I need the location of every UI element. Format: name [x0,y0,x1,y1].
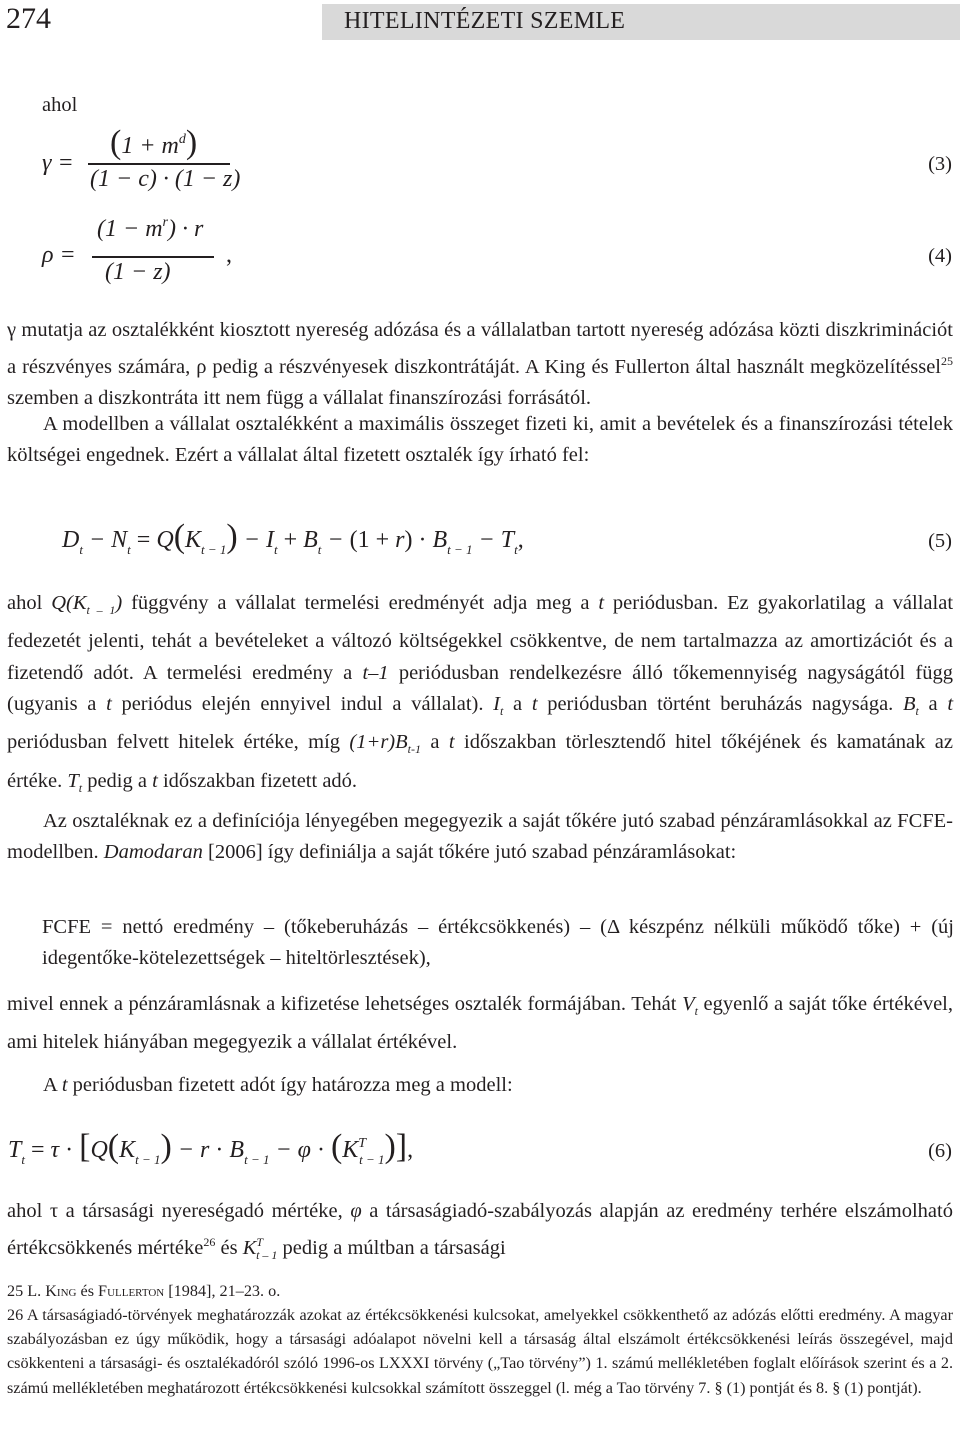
eq3-fraction-bar [88,163,230,165]
page-number: 274 [6,2,51,35]
footnote-ref-26: 26 [203,1235,216,1250]
paragraph-variable-definitions: ahol $Q(K_{t - 1})$ függvény a vállalat termelési eredményét adja meg a t periódusban. Ez gyakorlatilag a vállalat fedezetét jelenti, tehát a bevételeket a változó költségekkel csökkentve, de nem tartalmazza az amortizációt és a fizetendő adót. A termelési eredmény a t–1 periódusban rendelkezésre álló tőkemennyiség nagyságától függ (ugyanis a t periódus elején ennyivel indul a vállalat). $I_t$ a t periódusban történt beruházás nagysága. $B_t$ a t periódusban felvett hitelek értéke, míg $(1+r)B_{t-1}$ a t időszakban törlesztendő hitel tőkéjének és kamatának az értéke. $T_t$ pedig a t időszakban fizetett adó. [7,592,954,795]
footnote-26: 26 A társaságiadó-törvények meghatározzák azokat az értékcsökkenési kulcsokat, amelyekkel csökkenthető az adózás előtti eredmény. A magyar szabályozásban ez úgy működik, hogy a társasági adóalapot növelni kell a társaság által elszámolt értékcsökkenési leírás összegével, majd csökkenteni a társasági- és osztalékadóról szóló 1996-os LXXXI törvény („Tao törvény”) 1. számú mellékletében foglalt előírások szerint és a 2. számú mellékletében meghatározott értékcsökkenési kulcsokkal számított összeggel (l. még a Tao törvény 7. § (1) pontját és 8. § (1) pontját). [7,1306,953,1397]
footnote-25: 25 L. King és Fullerton [1984], 21–23. o. [7,1282,281,1300]
eq3-lhs: γ = [42,150,74,176]
paragraph-fcfe-definition: Az osztaléknak ez a definíciója lényegében megegyezik a saját tőkére jutó szabad pénzáramlásokkal az FCFE-modellben. Damodaran [2006] így definiálja a saját tőkére jutó szabad pénzáramlásokat: [7,810,953,864]
eq5-number: (5) [928,530,952,552]
paragraph-dividend-form: mivel ennek a pénzáramlásnak a kifizetése lehetséges osztalék formájában. Tehát $V_t$ egyenlő a saját tőke értékével, ami hitelek hiányában megegyezik a vállalat értékével. [7,993,953,1054]
eq4-number: (4) [928,245,952,267]
eq4-denominator: (1 − z) [105,259,171,285]
journal-title-bar [322,4,960,40]
footnote-ref-25: 25 [941,354,953,369]
eq3-intro: ahol [42,94,78,116]
eq6-formula: $T_t = \tau \cdot [Q(K_{t - 1}) - r \cdot B_{t - 1} - \varphi \cdot (K^T_{t - 1})]$, [8,1128,414,1167]
eq5-formula: $D_t - N_t = Q(K_{t - 1}) - I_t + B_t - (1 + r) \cdot B_{t - 1} - T_t$, [62,518,524,557]
eq4-numerator: $(1 - m^r) \cdot r$ [97,215,204,242]
author-damodaran: Damodaran [103,841,203,864]
paragraph-dividend-model: A modellben a vállalat osztalékként a maximális összeget fizeti ki, amit a bevételek és a finanszírozási tételek költségei engednek. Ezért a vállalat által fizetett osztalék így írható fel: [7,413,953,467]
paragraph-gamma-rho: γ mutatja az osztalékként kiosztott nyereség adózása és a vállalatban tartott nyereség adózása közti diszkriminációt a részvényes számára, ρ pedig a részvényesek diszkontrátáját. A King és Fullerton által használt megközelítéssel$^{25}$ szemben a diszkontráta itt nem függ a vállalat finanszírozási forrásától. [7,319,953,410]
eq4-comma: , [226,242,232,268]
eq3-numerator: $(1 + m^d)$ [110,124,198,161]
eq4-lhs: ρ = [42,242,76,268]
eq3-number: (3) [928,153,952,175]
eq3-denominator: (1 − c) · (1 − z) [90,166,241,192]
paragraph-tax-rate: ahol τ a társasági nyereségadó mértéke, φ a társaságiadó-szabályozás alapján az eredmény terhére elszámolható értékcsökkenés mértéke$^{26}$ és $K^T_{t - 1}$ pedig a múltban a társasági [7,1200,953,1263]
fcfe-formula: FCFE = nettó eredmény – (tőkeberuházás – értékcsökkenés) – (Δ készpénz nélküli működő tőke) + (új idegentőke-kötelezettségek – hiteltörlesztések), [42,916,954,970]
eq6-number: (6) [928,1140,952,1162]
page-header [0,0,960,40]
eq4-fraction-bar [92,256,214,258]
paragraph-tax-intro: A t periódusban fizetett adót így határozza meg a modell: [43,1074,513,1096]
journal-title: HITELINTÉZETI SZEMLE [344,8,626,34]
